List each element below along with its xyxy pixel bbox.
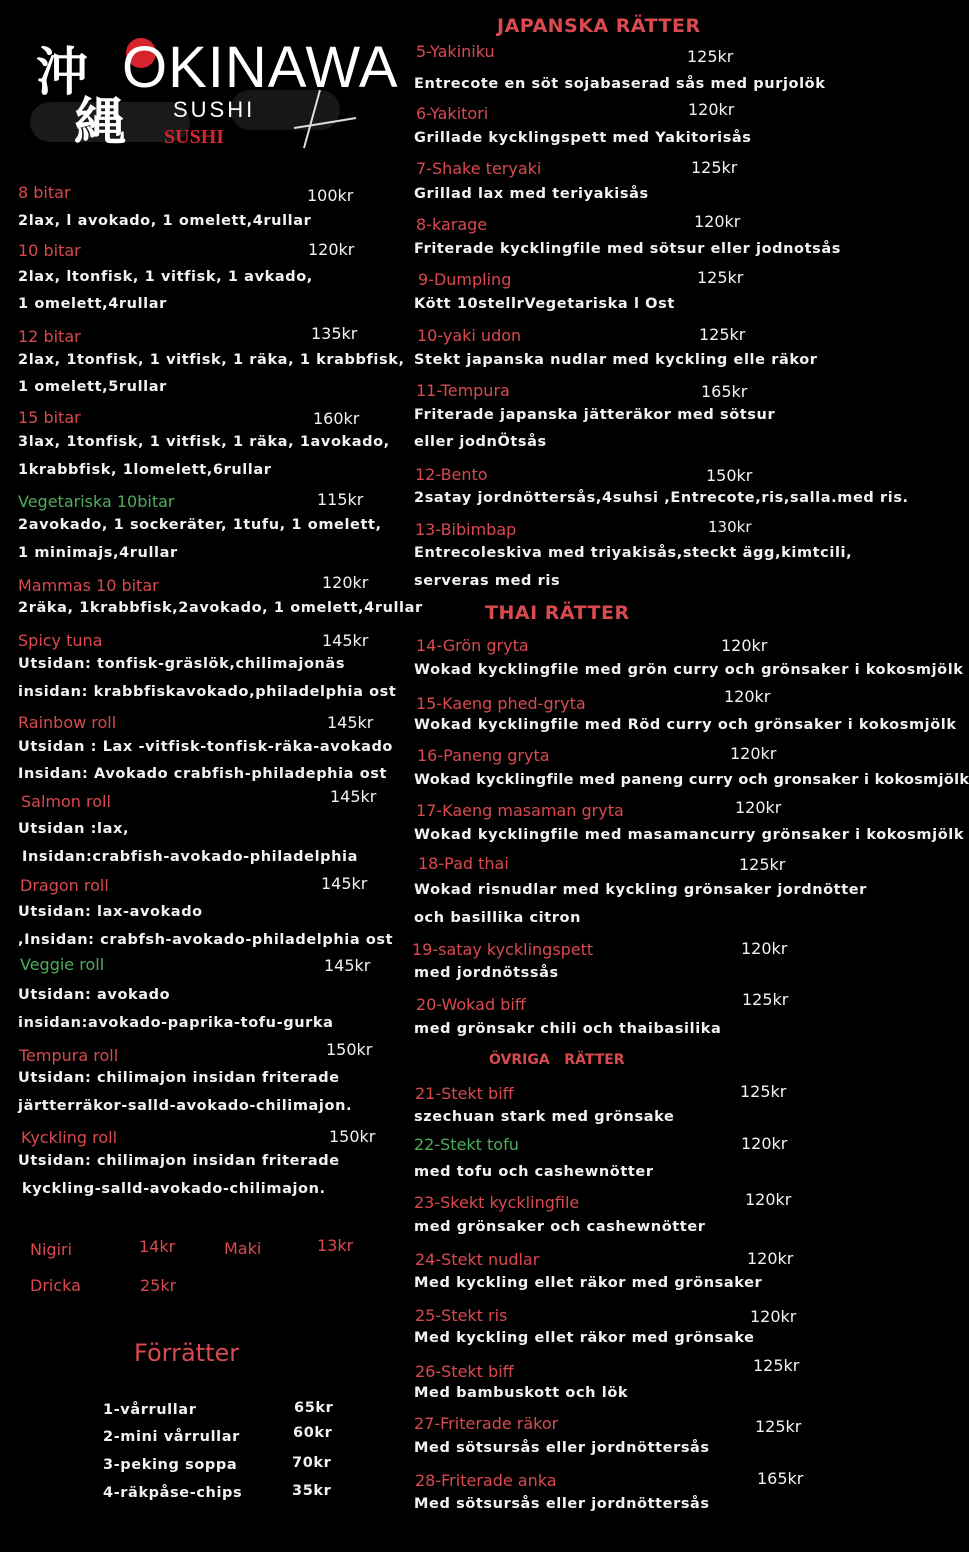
menu-item-price: 115kr bbox=[317, 490, 364, 509]
menu-item-name: Kyckling roll bbox=[21, 1128, 118, 1147]
logo-sub2: SUSHI bbox=[164, 126, 225, 148]
menu-item-desc: 2lax, l avokado, 1 omelett,4rullar bbox=[18, 213, 312, 229]
menu-item-name: 26-Stekt biff bbox=[415, 1362, 514, 1381]
menu-item-name: 8-karage bbox=[416, 215, 488, 234]
menu-item-desc: Utsidan: tonfisk-gräslök,chilimajonäs bbox=[18, 656, 346, 672]
menu-item-desc: Grillad lax med teriyakisås bbox=[414, 186, 649, 202]
menu-item-desc: Med kyckling ellet räkor med grönsaker bbox=[414, 1275, 763, 1291]
menu-item-price: 120kr bbox=[724, 687, 771, 706]
menu-item-price: 145kr bbox=[324, 956, 371, 975]
menu-item-name: 18-Pad thai bbox=[418, 854, 509, 873]
section-title: ÖVRIGA RÄTTER bbox=[489, 1052, 625, 1068]
menu-item-desc: Wokad kycklingfile med Röd curry och grönsaker i kokosmjölk bbox=[414, 717, 957, 733]
menu-item-price: 130kr bbox=[708, 518, 752, 536]
menu-item-price: 165kr bbox=[757, 1469, 804, 1488]
menu-item-name: 28-Friterade anka bbox=[415, 1471, 557, 1490]
menu-item-name: 20-Wokad biff bbox=[416, 995, 526, 1014]
menu-item-price: 125kr bbox=[697, 268, 744, 287]
menu-item-name: 24-Stekt nudlar bbox=[415, 1250, 540, 1269]
menu-item-name: 10 bitar bbox=[18, 241, 81, 260]
menu-item-name: Tempura roll bbox=[19, 1046, 119, 1065]
brush-stroke-icon bbox=[290, 88, 360, 154]
menu-item-desc: Utsidan : Lax -vitfisk-tonfisk-räka-avokado bbox=[18, 739, 393, 755]
menu-item-desc: 1krabbfisk, 1lomelett,6rullar bbox=[18, 462, 272, 478]
logo-name: OKINAWA bbox=[122, 35, 399, 100]
menu-item-price: 120kr bbox=[741, 939, 788, 958]
menu-item-price: 120kr bbox=[741, 1134, 788, 1153]
menu-item-price: 100kr bbox=[307, 186, 354, 205]
extra-item-name: Nigiri bbox=[30, 1240, 73, 1259]
menu-item-name: 15 bitar bbox=[18, 408, 81, 427]
menu-item-price: 120kr bbox=[688, 100, 735, 119]
menu-item-name: 12 bitar bbox=[18, 327, 81, 346]
menu-item-name: 9-Dumpling bbox=[418, 270, 512, 289]
menu-item-desc: insidan:avokado-paprika-tofu-gurka bbox=[18, 1015, 334, 1031]
menu-item-price: 125kr bbox=[755, 1417, 802, 1436]
menu-item-desc: Wokad kycklingfile med paneng curry och gronsaker i kokosmjölk bbox=[414, 772, 969, 788]
menu-item-desc: Kött 10stellrVegetariska l Ost bbox=[414, 296, 675, 312]
extra-item-price: 14kr bbox=[139, 1237, 176, 1256]
menu-item-name: 16-Paneng gryta bbox=[417, 746, 550, 765]
menu-item-desc: Grillade kycklingspett med Yakitorisås bbox=[414, 130, 752, 146]
menu-item-desc: 3lax, 1tonfisk, 1 vitfisk, 1 räka, 1avokado, bbox=[18, 434, 390, 450]
menu-item-name: 3-peking soppa bbox=[103, 1457, 238, 1473]
menu-item-name: 10-yaki udon bbox=[417, 326, 522, 345]
menu-item-name: 17-Kaeng masaman gryta bbox=[416, 801, 624, 820]
logo-sub: SUSHI bbox=[173, 97, 256, 122]
menu-item-desc: szechuan stark med grönsake bbox=[414, 1109, 675, 1125]
menu-item-name: 12-Bento bbox=[415, 465, 488, 484]
logo-kanji-1: 沖 bbox=[36, 42, 89, 103]
menu-item-price: 145kr bbox=[327, 713, 374, 732]
menu-item-price: 120kr bbox=[694, 212, 741, 231]
menu-item-desc: Wokad kycklingfile med masamancurry grönsaker i kokosmjölk bbox=[414, 827, 965, 843]
menu-item-desc: Friterade japanska jätteräkor med sötsur bbox=[414, 407, 776, 423]
menu-item-name: 21-Stekt biff bbox=[415, 1084, 514, 1103]
menu-item-price: 150kr bbox=[326, 1040, 373, 1059]
menu-item-desc: järtterräkor-salld-avokado-chilimajon. bbox=[18, 1098, 353, 1114]
menu-item-price: 150kr bbox=[329, 1127, 376, 1146]
menu-item-desc: 2satay jordnöttersås,4suhsi ,Entrecote,ris,salla.med ris. bbox=[414, 490, 909, 506]
menu-item-price: 125kr bbox=[687, 47, 734, 66]
menu-item-desc: Utsidan: chilimajon insidan friterade bbox=[18, 1153, 340, 1169]
menu-item-price: 120kr bbox=[735, 798, 782, 817]
section-title: Förrätter bbox=[134, 1339, 240, 1367]
menu-item-name: Dragon roll bbox=[20, 876, 109, 895]
menu-item-price: 135kr bbox=[311, 324, 358, 343]
menu-item-name: 22-Stekt tofu bbox=[414, 1135, 519, 1154]
menu-item-name: 4-räkpåse-chips bbox=[103, 1485, 243, 1501]
menu-item-desc: med grönsakr chili och thaibasilika bbox=[414, 1021, 722, 1037]
menu-item-desc: Utsidan: chilimajon insidan friterade bbox=[18, 1070, 340, 1086]
menu-item-desc: 1 omelett,4rullar bbox=[18, 296, 167, 312]
menu-item-name: 5-Yakiniku bbox=[416, 42, 495, 61]
menu-item-name: Veggie roll bbox=[20, 955, 105, 974]
section-title: JAPANSKA RÄTTER bbox=[497, 15, 701, 37]
menu-item-price: 125kr bbox=[753, 1356, 800, 1375]
menu-item-desc: 2räka, 1krabbfisk,2avokado, 1 omelett,4rullar bbox=[18, 600, 423, 616]
menu-item-price: 120kr bbox=[721, 636, 768, 655]
menu-item-price: 125kr bbox=[742, 990, 789, 1009]
menu-item-price: 35kr bbox=[292, 1483, 332, 1499]
menu-item-name: 14-Grön gryta bbox=[416, 636, 529, 655]
menu-item-name: Rainbow roll bbox=[18, 713, 117, 732]
menu-item-price: 120kr bbox=[730, 744, 777, 763]
menu-item-desc: med grönsaker och cashewnötter bbox=[414, 1219, 706, 1235]
menu-item-name: 23-Skekt kycklingfile bbox=[414, 1193, 580, 1212]
menu-item-desc: 2lax, 1tonfisk, 1 vitfisk, 1 räka, 1 krabbfisk, bbox=[18, 352, 405, 368]
menu-item-name: 2-mini vårrullar bbox=[103, 1429, 240, 1445]
menu-item-name: 8 bitar bbox=[18, 183, 71, 202]
menu-item-desc: Wokad kycklingfile med grön curry och grönsaker i kokosmjölk bbox=[414, 662, 964, 678]
menu-item-name: 13-Bibimbap bbox=[415, 520, 517, 539]
menu-item-price: 120kr bbox=[308, 240, 355, 259]
menu-item-price: 120kr bbox=[750, 1307, 797, 1326]
extra-item-price: 13kr bbox=[317, 1236, 354, 1255]
menu-item-desc: Entrecoleskiva med triyakisås,steckt ägg,kimtcili, bbox=[414, 545, 853, 561]
menu-item-desc: Med bambuskott och lök bbox=[414, 1385, 629, 1401]
menu-item-price: 120kr bbox=[745, 1190, 792, 1209]
menu-item-price: 120kr bbox=[322, 573, 369, 592]
menu-item-name: 27-Friterade räkor bbox=[414, 1414, 559, 1433]
menu-item-desc: 1 omelett,5rullar bbox=[18, 379, 167, 395]
menu-item-desc: 1 minimajs,4rullar bbox=[18, 545, 178, 561]
menu-item-desc: Stekt japanska nudlar med kyckling elle räkor bbox=[414, 352, 818, 368]
menu-item-price: 165kr bbox=[701, 382, 748, 401]
menu-item-desc: Entrecote en söt sojabaserad sås med purjolök bbox=[414, 76, 826, 92]
menu-item-desc: eller jodnÖtsås bbox=[414, 434, 547, 450]
menu-item-desc: Med sötsursås eller jordnöttersås bbox=[414, 1440, 710, 1456]
menu-item-desc: serveras med ris bbox=[414, 573, 561, 589]
menu-item-desc: Wokad risnudlar med kyckling grönsaker jordnötter bbox=[414, 882, 867, 898]
menu-item-price: 65kr bbox=[294, 1400, 334, 1416]
menu-item-name: 11-Tempura bbox=[416, 381, 510, 400]
menu-item-desc: Med sötsursås eller jordnöttersås bbox=[414, 1496, 710, 1512]
menu-item-desc: och basillika citron bbox=[414, 910, 582, 926]
menu-item-name: 7-Shake teryaki bbox=[416, 159, 542, 178]
menu-item-desc: Utsidan :lax, bbox=[18, 821, 130, 837]
menu-item-name: 1-vårrullar bbox=[103, 1402, 197, 1418]
menu-item-price: 125kr bbox=[699, 325, 746, 344]
menu-item-name: 25-Stekt ris bbox=[415, 1306, 508, 1325]
menu-item-name: Vegetariska 10bitar bbox=[18, 492, 175, 511]
section-title: THAI RÄTTER bbox=[485, 602, 630, 624]
menu-item-desc: 2lax, ltonfisk, 1 vitfisk, 1 avkado, bbox=[18, 269, 313, 285]
menu-item-desc: Utsidan: avokado bbox=[18, 987, 171, 1003]
menu-item-price: 120kr bbox=[747, 1249, 794, 1268]
menu-item-price: 70kr bbox=[292, 1455, 332, 1471]
logo-kanji-2: 縄 bbox=[74, 92, 127, 153]
menu-item-price: 160kr bbox=[313, 409, 360, 428]
menu-item-desc: Friterade kycklingfile med sötsur eller jodnotsås bbox=[414, 241, 841, 257]
menu-item-price: 125kr bbox=[739, 855, 786, 874]
menu-item-price: 125kr bbox=[691, 158, 738, 177]
extra-item-name: Maki bbox=[224, 1239, 262, 1258]
menu-item-desc: kyckling-salld-avokado-chilimajon. bbox=[22, 1181, 326, 1197]
menu-item-name: 15-Kaeng phed-gryta bbox=[416, 694, 586, 713]
menu-item-desc: med tofu och cashewnötter bbox=[414, 1164, 654, 1180]
menu-item-name: 19-satay kycklingspett bbox=[412, 940, 594, 959]
menu-item-desc: Insidan:crabfish-avokado-philadelphia bbox=[22, 849, 359, 865]
menu-item-price: 125kr bbox=[740, 1082, 787, 1101]
restaurant-logo bbox=[30, 30, 399, 155]
menu-item-price: 145kr bbox=[321, 874, 368, 893]
menu-item-desc: 2avokado, 1 sockeräter, 1tufu, 1 omelett, bbox=[18, 517, 382, 533]
extra-item-name: Dricka bbox=[30, 1276, 81, 1295]
menu-item-desc: insidan: krabbfiskavokado,philadelphia ost bbox=[18, 684, 397, 700]
menu-item-desc: Med kyckling ellet räkor med grönsake bbox=[414, 1330, 755, 1346]
menu-item-price: 145kr bbox=[330, 787, 377, 806]
menu-item-price: 145kr bbox=[322, 631, 369, 650]
menu-item-name: Mammas 10 bitar bbox=[18, 576, 159, 595]
menu-item-desc: med jordnötssås bbox=[414, 965, 559, 981]
menu-item-desc: Insidan: Avokado crabfish-philadephia ost bbox=[18, 766, 388, 782]
menu-item-name: 6-Yakitori bbox=[416, 104, 489, 123]
menu-item-name: Salmon roll bbox=[21, 792, 111, 811]
extra-item-price: 25kr bbox=[140, 1276, 177, 1295]
menu-item-name: Spicy tuna bbox=[18, 631, 103, 650]
menu-item-desc: Utsidan: lax-avokado bbox=[18, 904, 203, 920]
menu-item-price: 60kr bbox=[293, 1425, 333, 1441]
menu-item-desc: ,Insidan: crabfsh-avokado-philadelphia ost bbox=[18, 932, 394, 948]
menu-item-price: 150kr bbox=[706, 466, 753, 485]
